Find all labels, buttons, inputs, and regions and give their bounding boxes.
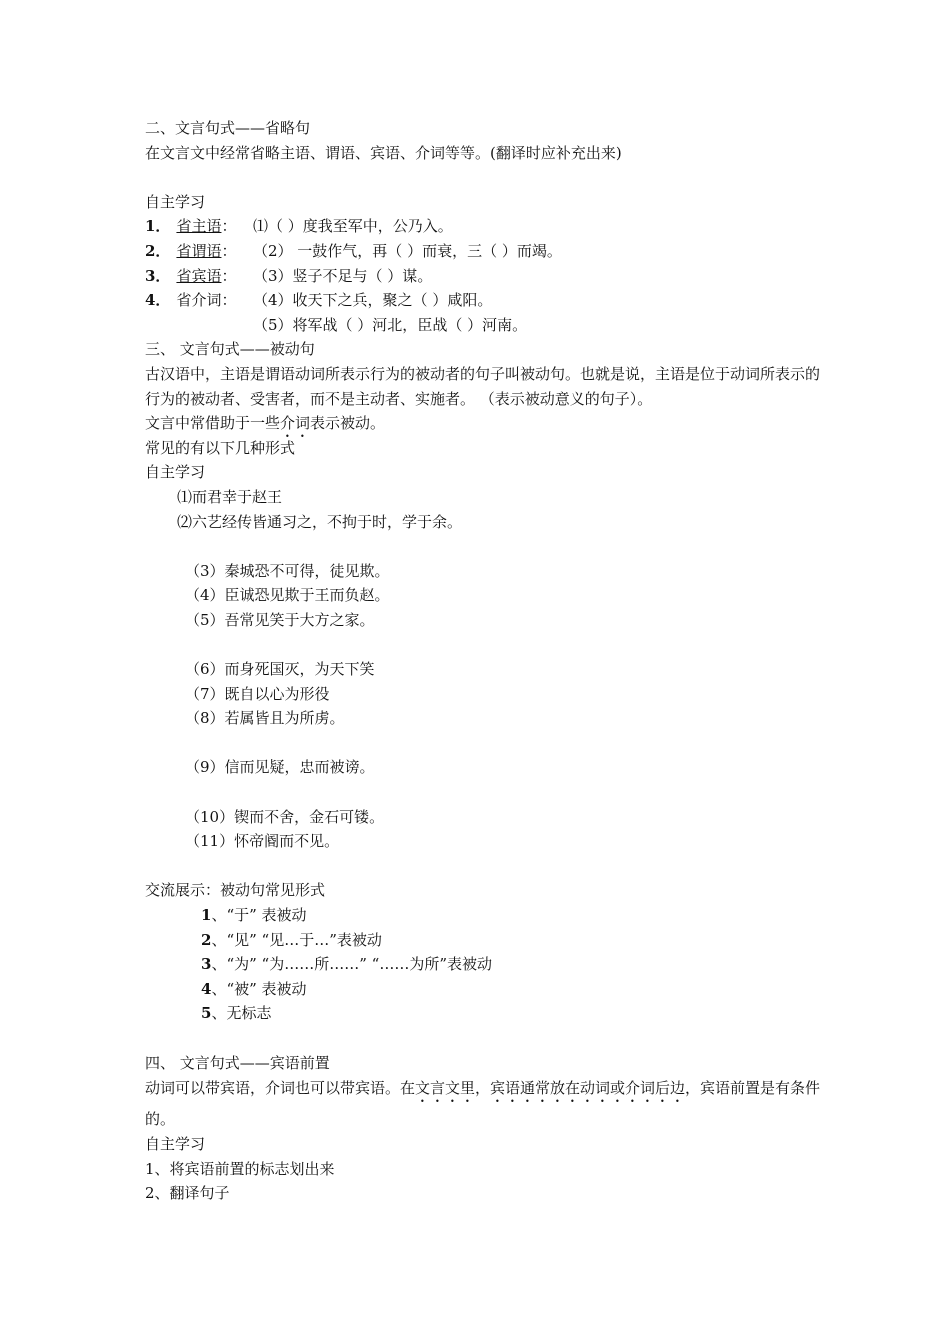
passive-example-4: （4）臣诚恐见欺于王而负赵。 [185,586,390,605]
passive-example-5: （5）吾常见笑于大方之家。 [185,610,375,629]
omission-label: 省介词 [176,291,222,310]
omission-label: 省宾语 [176,266,222,285]
passive-example-11: （11）怀帝阍而不见。 [185,832,340,851]
omission-item-3: 3． 省宾语： （3）竖子不足与（ ）谋。 [145,266,433,285]
passive-example-2: ⑵六艺经传皆通习之，不拘于时，学于余。 [177,512,463,531]
exchange-title: 交流展示：被动句常见形式 [145,881,326,900]
section-4-title: 四、 文言句式——宾语前置 [145,1053,330,1072]
omission-example: （2） 一鼓作气，再（ ）而衰，三（ ）而竭。 [253,241,562,260]
omission-example: （4）收天下之兵，聚之（ ）咸阳。 [253,291,493,310]
passive-form-5: 5、无标志 [201,1004,272,1023]
passive-example-8: （8）若属皆且为所虏。 [185,709,345,728]
section-3-paragraph-2: 文言中常借助于一些介词表示被动。 [145,414,386,433]
passive-example-9: （9）信而见疑，忠而被谤。 [185,758,375,777]
passive-form-2: 2、“见” “见…于…”表被动 [201,930,382,949]
emphasis-text: 介词 [280,414,311,433]
omission-example-5: （5）将军战（ ）河北，臣战（ ）河南。 [253,315,528,334]
passive-form-1: 1、“于” 表被动 [201,906,307,924]
section-4-study-heading: 自主学习 [145,1135,206,1154]
omission-item-2: 2． 省谓语： （2） 一鼓作气，再（ ）而衰，三（ ）而竭。 [145,241,562,260]
passive-example-7: （7）既自以心为形役 [185,684,330,703]
section-4-task-2: 2、翻译句子 [145,1184,230,1203]
passive-example-10: （10）锲而不舍，金石可镂。 [185,807,385,826]
section-3-paragraph: 古汉语中，主语是谓语动词所表示行为的被动者的句子叫被动句。也就是说，主语是位于动词所表示的行为的被动者、受害者，而不是主动者、实施者。 （表示被动意义的句子）。 [145,364,821,408]
section-4-paragraph: 动词可以带宾语，介词也可以带宾语。在文言文里，宾语通常放在动词或介词后边，宾语前置是有条件的。 [145,1079,821,1129]
section-2-title: 二、文言句式——省略句 [145,119,311,137]
omission-item-4: 4． 省介词： （4）收天下之兵，聚之（ ）咸阳。 [145,291,493,310]
emphasis-text: 文言文里，宾语通常放在动词或介词后边， [415,1079,701,1098]
section-3-study-heading: 自主学习 [145,463,206,482]
passive-form-4: 4、“被” 表被动 [201,979,307,998]
section-4-task-1: 1、将宾语前置的标志划出来 [145,1159,335,1178]
section-2-study-heading: 自主学习 [145,192,206,211]
omission-item-1: 1． 省主语： ⑴（ ）度我至军中，公乃入。 [145,217,453,236]
section-3-title: 三、 文言句式——被动句 [145,340,315,359]
omission-label: 省谓语 [176,241,222,260]
document-page [145,116,825,1206]
passive-example-3: （3）秦城恐不可得，徒见欺。 [185,561,390,580]
passive-form-3: 3、“为” “为……所……” “……为所”表被动 [201,955,492,974]
passive-example-1: ⑴而君幸于赵王 [177,487,283,506]
passive-example-6: （6）而身死国灭，为天下笑 [185,660,375,679]
section-3-forms-intro: 常见的有以下几种形式 [145,438,296,457]
section-2-description: 在文言文中经常省略主语、谓语、宾语、介词等等。(翻译时应补充出来) [145,143,622,162]
omission-example: （3）竖子不足与（ ）谋。 [253,266,433,285]
omission-label: 省主语 [176,217,222,236]
omission-example: ⑴（ ）度我至军中，公乃入。 [253,217,453,236]
